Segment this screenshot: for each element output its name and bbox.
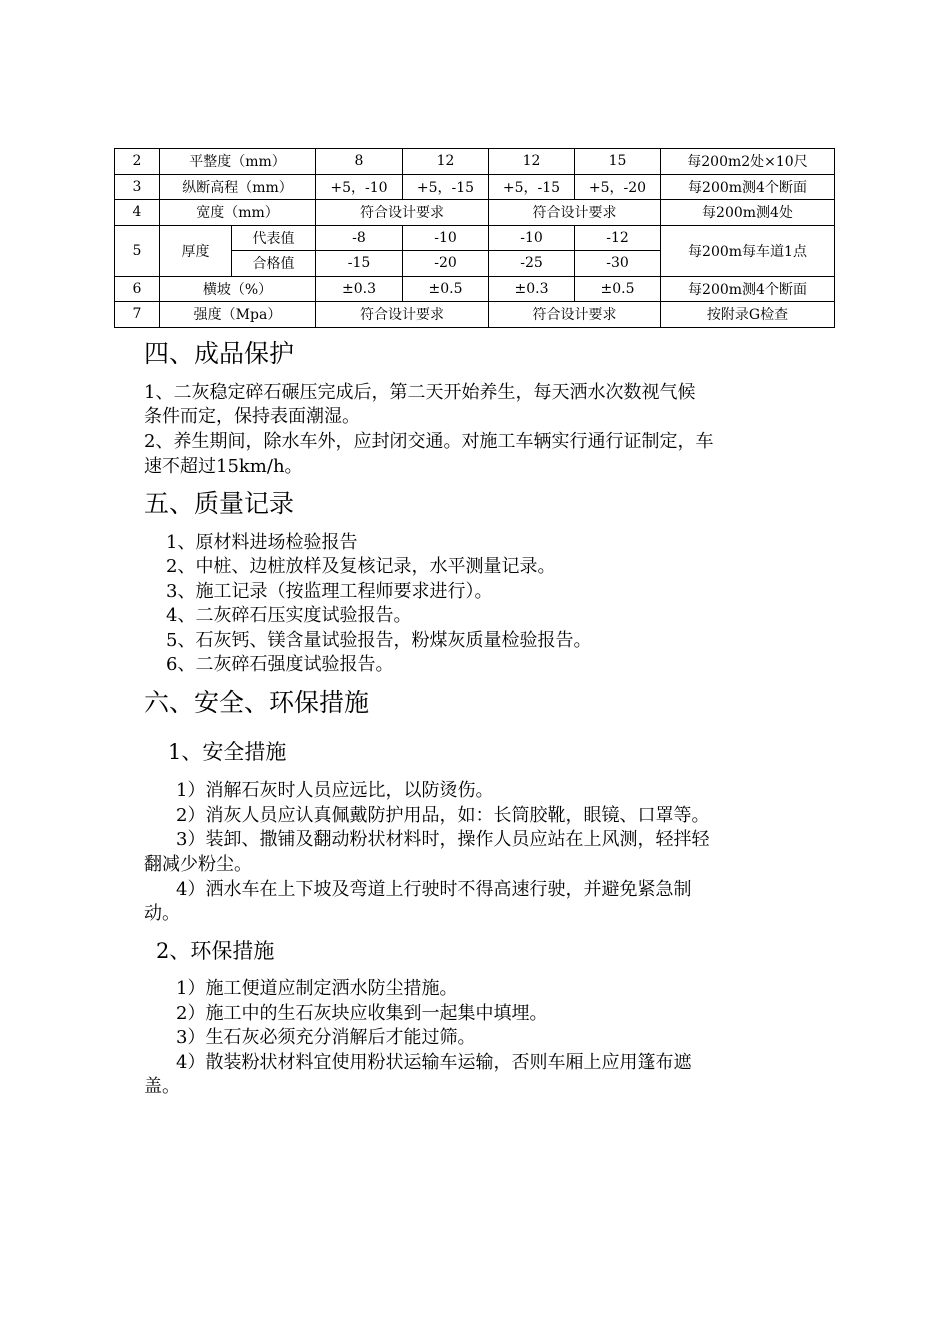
list-item: 3）生石灰必须充分消解后才能过筛。	[176, 1027, 476, 1048]
row-item: 纵断高程（mm）	[160, 174, 316, 200]
row-frequency: 每200m测4个断面	[661, 174, 835, 200]
table-cell: +5，-10	[316, 174, 403, 200]
list-item: 3）装卸、撒铺及翻动粉状材料时，操作人员应站在上风测，轻拌轻	[176, 829, 710, 850]
table-cell: 8	[316, 149, 403, 175]
row-item: 平整度（mm）	[160, 149, 316, 175]
table-cell: -20	[403, 251, 489, 277]
row-number: 7	[115, 302, 160, 328]
table-cell: -30	[575, 251, 661, 277]
table-cell: ±0.5	[575, 276, 661, 302]
row-number: 4	[115, 200, 160, 226]
list-item: 1、原材料进场检验报告	[166, 532, 358, 553]
subsection-heading-environment: 2、环保措施	[156, 939, 275, 963]
table-row	[115, 200, 835, 226]
table-cell: 12	[489, 149, 575, 175]
table-cell: -12	[575, 225, 661, 251]
section-heading-protection: 四、成品保护	[144, 339, 295, 368]
row-frequency: 每200m2处×10尺	[661, 149, 835, 175]
list-item: 2、中桩、边桩放样及复核记录，水平测量记录。	[166, 556, 556, 577]
table-cell: +5，-15	[403, 174, 489, 200]
row-subitem: 代表值	[232, 225, 316, 251]
list-item: 3、施工记录（按监理工程师要求进行）。	[166, 581, 493, 602]
subsection-heading-safety: 1、安全措施	[168, 740, 287, 764]
table-cell: 12	[403, 149, 489, 175]
row-subitem: 合格值	[232, 251, 316, 277]
row-item: 宽度（mm）	[160, 200, 316, 226]
row-frequency: 每200m每车道1点	[661, 225, 835, 276]
list-item: 6、二灰碎石强度试验报告。	[166, 654, 394, 675]
list-item: 2）施工中的生石灰块应收集到一起集中填埋。	[176, 1003, 548, 1024]
list-item: 4、二灰碎石压实度试验报告。	[166, 605, 412, 626]
table-cell: -10	[489, 225, 575, 251]
row-item: 厚度	[160, 225, 232, 276]
quality-spec-table	[114, 148, 835, 328]
list-item: 1）施工便道应制定洒水防尘措施。	[176, 978, 458, 999]
list-item: 4）散装粉状材料宜使用粉状运输车运输，否则车厢上应用篷布遮	[176, 1052, 692, 1073]
table-cell: 符合设计要求	[489, 302, 661, 328]
row-number: 3	[115, 174, 160, 200]
paragraph-line: 速不超过15km/h。	[144, 456, 303, 477]
table-cell: ±0.3	[489, 276, 575, 302]
table-row	[115, 302, 835, 328]
table-cell: 符合设计要求	[316, 200, 489, 226]
table-row	[115, 276, 835, 302]
table-cell: 符合设计要求	[316, 302, 489, 328]
row-frequency: 按附录G检查	[661, 302, 835, 328]
row-number: 2	[115, 149, 160, 175]
list-item: 2）消灰人员应认真佩戴防护用品，如：长筒胶靴，眼镜、口罩等。	[176, 805, 710, 826]
table-cell: ±0.5	[403, 276, 489, 302]
list-item-continuation: 动。	[144, 903, 180, 924]
list-item: 4）洒水车在上下坡及弯道上行驶时不得高速行驶，并避免紧急制	[176, 879, 692, 900]
list-item-continuation: 翻减少粉尘。	[144, 854, 252, 875]
row-number: 5	[115, 225, 160, 276]
row-frequency: 每200m测4个断面	[661, 276, 835, 302]
table-row	[115, 149, 835, 175]
list-item: 5、石灰钙、镁含量试验报告，粉煤灰质量检验报告。	[166, 630, 592, 651]
table-cell: ±0.3	[316, 276, 403, 302]
paragraph-line: 1、二灰稳定碎石碾压完成后，第二天开始养生，每天洒水次数视气候	[144, 382, 696, 403]
table-cell: -25	[489, 251, 575, 277]
table-cell: -10	[403, 225, 489, 251]
row-frequency: 每200m测4处	[661, 200, 835, 226]
table-cell: -15	[316, 251, 403, 277]
row-number: 6	[115, 276, 160, 302]
table-cell: -8	[316, 225, 403, 251]
table-cell: +5，-20	[575, 174, 661, 200]
section-heading-safety-env: 六、安全、环保措施	[144, 688, 370, 717]
table-row	[115, 225, 835, 251]
paragraph-line: 条件而定，保持表面潮湿。	[144, 406, 360, 427]
row-item: 强度（Mpa）	[160, 302, 316, 328]
table-cell: 符合设计要求	[489, 200, 661, 226]
paragraph-line: 2、养生期间，除水车外，应封闭交通。对施工车辆实行通行证制定，车	[144, 431, 714, 452]
table-cell: 15	[575, 149, 661, 175]
section-heading-records: 五、质量记录	[144, 489, 295, 518]
list-item: 1）消解石灰时人员应远比，以防烫伤。	[176, 780, 494, 801]
table-row	[115, 174, 835, 200]
row-item: 横坡（%）	[160, 276, 316, 302]
table-cell: +5，-15	[489, 174, 575, 200]
list-item-continuation: 盖。	[144, 1076, 180, 1097]
